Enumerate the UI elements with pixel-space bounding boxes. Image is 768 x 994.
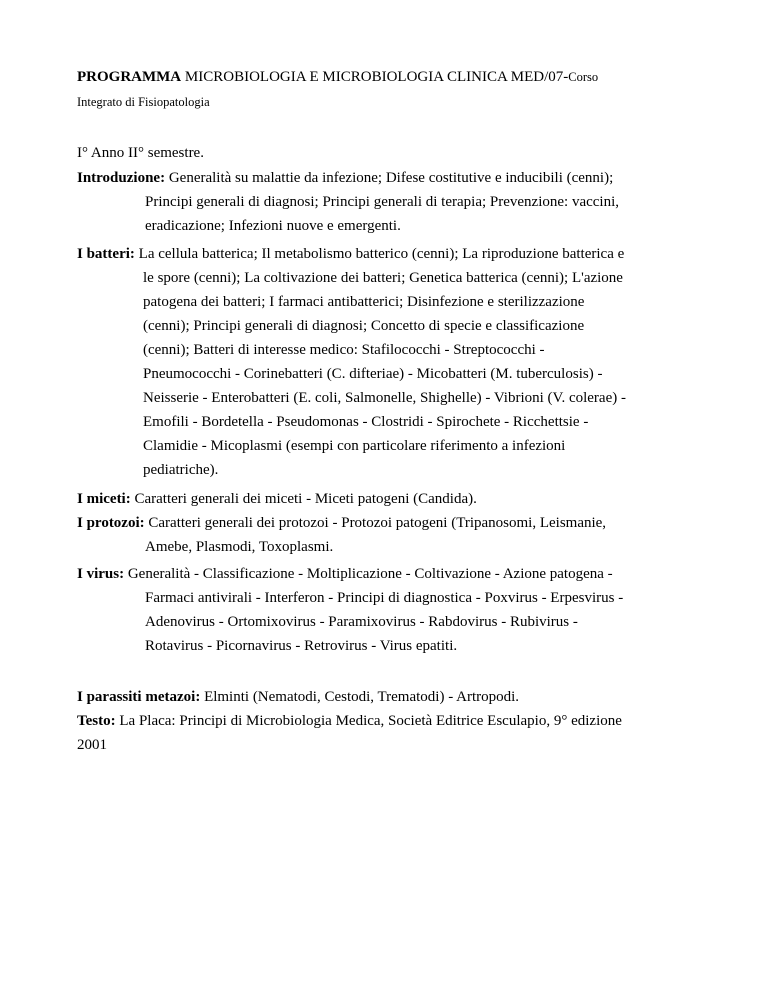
- section-line: [77, 709, 717, 733]
- section-protozoi: [77, 511, 717, 559]
- section-parassiti: [77, 685, 717, 709]
- section-testo: [77, 709, 717, 757]
- section-label: Introduzione:: [77, 170, 166, 186]
- section-label: I miceti:: [77, 491, 131, 507]
- title-bold: PROGRAMMA: [77, 69, 182, 85]
- section-text: La cellula batterica; Il metabolismo batterico (cenni); La riproduzione batterica e: [134, 246, 625, 262]
- section-text: Caratteri generali dei miceti - Miceti patogeni (Candida).: [130, 491, 477, 507]
- section-label: I protozoi:: [77, 515, 145, 531]
- section-text: Elminti (Nematodi, Cestodi, Trematodi) - Artropodi.: [200, 689, 520, 705]
- section-line: Principi generali di diagnosi; Principi generali di terapia; Prevenzione: vaccini,: [145, 194, 620, 210]
- section-line: 2001: [77, 737, 107, 753]
- section-line: [77, 487, 717, 511]
- section-line: Emofili - Bordetella - Pseudomonas - Clostridi - Spirochete - Ricchettsie -: [143, 414, 589, 430]
- section-line: [77, 511, 717, 535]
- title-small: Corso: [568, 70, 599, 84]
- section-text: Generalità - Classificazione - Moltiplicazione - Coltivazione - Azione patogena -: [124, 566, 613, 582]
- section-line: [77, 562, 717, 586]
- section-line: le spore (cenni); La coltivazione dei batteri; Genetica batterica (cenni); L'azione: [143, 270, 623, 286]
- section-line: eradicazione; Infezioni nuove e emergenti.: [145, 218, 401, 234]
- section-line: Amebe, Plasmodi, Toxoplasmi.: [145, 539, 334, 555]
- section-miceti: [77, 487, 717, 511]
- section-text: Caratteri generali dei protozoi - Protozoi patogeni (Tripanosomi, Leismanie,: [144, 515, 607, 531]
- section-line: Neisserie - Enterobatteri (E. coli, Salmonelle, Shighelle) - Vibrioni (V. colerae) -: [143, 390, 626, 406]
- section-line: [77, 166, 717, 190]
- section-line: Farmaci antivirali - Interferon - Principi di diagnostica - Poxvirus - Erpesvirus -: [145, 590, 624, 606]
- page-title: [77, 68, 598, 86]
- section-batteri: [77, 242, 717, 482]
- section-line: Clamidie - Micoplasmi (esempi con particolare riferimento a infezioni: [143, 438, 566, 454]
- section-line: (cenni); Batteri di interesse medico: Stafilococchi - Streptococchi -: [143, 342, 545, 358]
- section-virus: [77, 562, 717, 658]
- section-line: pediatriche).: [143, 462, 219, 478]
- section-introduzione: [77, 166, 717, 238]
- section-line: Adenovirus - Ortomixovirus - Paramixovirus - Rabdovirus - Rubivirus -: [145, 614, 578, 630]
- section-label: Testo:: [77, 713, 116, 729]
- title-rest: MICROBIOLOGIA E MICROBIOLOGIA CLINICA MED/07-: [181, 69, 569, 85]
- section-label: I batteri:: [77, 246, 135, 262]
- section-line: patogena dei batteri; I farmaci antibatterici; Disinfezione e sterilizzazione: [143, 294, 585, 310]
- section-text: Generalità su malattie da infezione; Difese costitutive e inducibili (cenni);: [165, 170, 614, 186]
- section-line: Pneumococchi - Corinebatteri (C. difteriae) - Micobatteri (M. tuberculosis) -: [143, 366, 603, 382]
- section-line: [77, 242, 717, 266]
- section-line: Rotavirus - Picornavirus - Retrovirus - Virus epatiti.: [145, 638, 458, 654]
- section-line: [77, 685, 717, 709]
- anno-semestre: I° Anno II° semestre.: [77, 145, 204, 161]
- page-subtitle: Integrato di Fisiopatologia: [77, 95, 210, 109]
- section-text: La Placa: Principi di Microbiologia Medica, Società Editrice Esculapio, 9° edizione: [115, 713, 622, 729]
- section-label: I parassiti metazoi:: [77, 689, 201, 705]
- section-line: (cenni); Principi generali di diagnosi; Concetto di specie e classificazione: [143, 318, 585, 334]
- section-label: I virus:: [77, 566, 125, 582]
